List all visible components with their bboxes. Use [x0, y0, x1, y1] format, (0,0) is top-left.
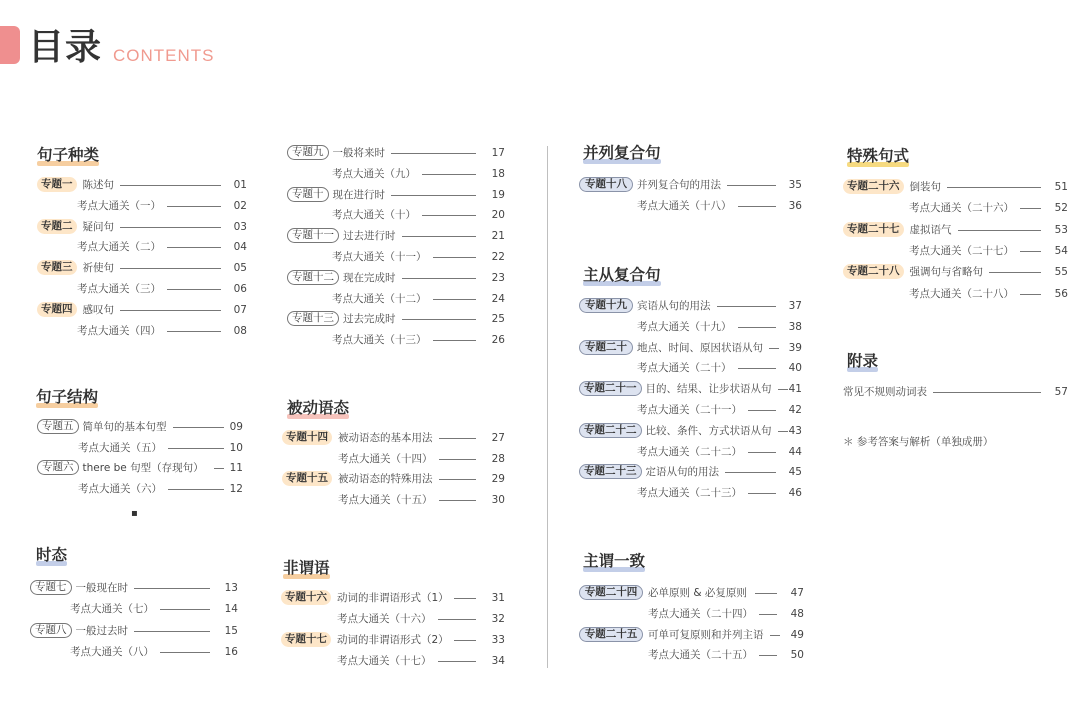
topic-tag: 专题二十四: [579, 585, 643, 600]
section-heading: [583, 551, 645, 571]
entry-label: 动词的非谓语形式（2）: [337, 634, 449, 646]
entry-label: 可单可复原则和并列主语: [648, 628, 764, 641]
entry-label: 一般现在时: [75, 582, 128, 594]
page-number: 06: [233, 283, 247, 295]
section-heading: [583, 265, 661, 285]
topic-tag: 专题十五: [282, 471, 332, 486]
entry-label: 考点大通关（十六）: [337, 613, 432, 625]
topic-tag: 专题一: [37, 177, 77, 192]
toc-entry-topic[interactable]: [0, 585, 1080, 601]
page-number: 08: [233, 324, 247, 337]
dotted-leader: [1020, 251, 1041, 252]
entry-label: 考点大通关（十三）: [332, 334, 427, 347]
entry-label: 简单句的基本句型: [82, 421, 167, 433]
entry-label: 被动语态的基本用法: [338, 432, 433, 444]
page-number: 49: [790, 628, 804, 641]
entry-label: 一般将来时: [332, 147, 385, 159]
entry-label: 宾语从句的用法: [637, 300, 711, 312]
page-number: 21: [491, 230, 505, 243]
answer-key-note: ＊ 参考答案与解析（单独成册）: [843, 436, 994, 448]
dotted-leader: [422, 174, 476, 175]
entry-label: there be 句型（存现句）: [82, 462, 204, 475]
section-heading: [847, 351, 878, 371]
entry-label: 考点大通关（十一）: [332, 251, 427, 263]
topic-tag: 专题四: [37, 302, 77, 317]
page-number: 57: [1054, 386, 1068, 398]
entry-label: 陈述句: [82, 179, 114, 191]
topic-tag: 专题二十二: [579, 423, 642, 438]
page-title-english: CONTENTS: [113, 46, 215, 65]
dotted-leader: [759, 614, 777, 615]
toc-entry-topic[interactable]: [0, 627, 1080, 643]
dotted-leader: [1020, 294, 1041, 295]
entry-label: 考点大通关（十九）: [637, 320, 732, 333]
dotted-leader: [933, 392, 1041, 393]
dotted-leader: [947, 187, 1041, 188]
section-heading: [36, 545, 67, 565]
page-number: 12: [229, 482, 243, 495]
toc-entry-topic[interactable]: [0, 340, 1080, 356]
entry-label: 考点大通关（十五）: [338, 494, 433, 507]
entry-label: 强调句与省略句: [909, 266, 983, 279]
topic-tag: 专题二十七: [843, 222, 904, 237]
page-number: 51: [1054, 181, 1068, 193]
section-heading: [847, 146, 909, 166]
topic-tag: 专题二十一: [579, 381, 642, 396]
toc-entry-topic[interactable]: [0, 145, 1080, 161]
section-heading: [283, 558, 330, 578]
entry-label: 比较、条件、方式状语从句: [645, 424, 772, 437]
page-number: 41: [788, 383, 802, 396]
header-accent-bar: [0, 26, 20, 64]
entry-label: 必单原则 & 必复原则: [648, 587, 747, 599]
entry-label: 考点大通关（十二）: [332, 292, 427, 305]
dotted-leader: [725, 472, 776, 473]
entry-label: 定语从句的用法: [645, 466, 719, 479]
page-number: 44: [788, 445, 802, 458]
toc-entry-review[interactable]: [0, 200, 1080, 216]
entry-label: 常见不规则动词表: [843, 386, 927, 398]
topic-tag: 专题二: [37, 219, 77, 234]
entry-label: 考点大通关（二十）: [637, 362, 732, 375]
toc-entry-review[interactable]: [0, 319, 1080, 335]
topic-tag: 专题二十八: [843, 264, 904, 279]
toc-entry-topic[interactable]: [0, 222, 1080, 238]
toc-entry-review[interactable]: [0, 647, 1080, 663]
page-number: 24: [491, 292, 505, 305]
section-heading: [583, 143, 661, 163]
entry-label: 考点大通关（二十五）: [648, 649, 753, 662]
topic-tag: 专题二十三: [579, 464, 642, 479]
entry-label: 地点、时间、原因状语从句: [637, 341, 763, 354]
page-number: 25: [491, 313, 505, 326]
dotted-leader: [1020, 208, 1041, 209]
page-number: 54: [1054, 244, 1068, 257]
entry-label: 考点大通关（十七）: [337, 655, 432, 667]
page-number: 50: [790, 649, 804, 662]
dotted-leader: [769, 348, 779, 349]
entry-label: 考点大通关（八）: [70, 645, 154, 658]
topic-tag: 专题十二: [287, 270, 339, 285]
dotted-leader: [770, 635, 780, 636]
page-title: 目录: [28, 27, 103, 68]
page-number: 15: [224, 624, 238, 637]
page-number: 27: [491, 432, 505, 444]
page-number: 31: [491, 592, 505, 604]
toc-entry-topic[interactable]: [0, 179, 1080, 195]
page-number: 04: [233, 241, 247, 254]
page-number: 45: [788, 466, 802, 479]
page-number: 29: [491, 473, 505, 486]
entry-label: 一般过去时: [75, 624, 128, 637]
page-number: 43: [788, 424, 802, 437]
section-heading-text: 被动语态: [287, 399, 350, 417]
page-number: 14: [224, 603, 238, 616]
entry-label: 考点大通关（三）: [77, 283, 161, 295]
entry-label: 考点大通关（二十三）: [637, 487, 742, 500]
topic-tag: 专题十七: [281, 632, 331, 647]
page-number: 55: [1054, 266, 1068, 279]
topic-tag: 专题十四: [282, 430, 332, 445]
page-number: 16: [224, 645, 238, 658]
page-number: 10: [229, 441, 243, 454]
page-number: 42: [788, 404, 802, 416]
entry-label: 现在进行时: [332, 188, 385, 201]
section-heading-text: 主谓一致: [583, 552, 646, 570]
toc-entry-topic[interactable]: [0, 264, 1080, 280]
section-heading: [37, 145, 99, 165]
dotted-leader: [717, 306, 777, 307]
entry-label: 考点大通关（二十一）: [637, 404, 742, 416]
entry-label: 考点大通关（九）: [332, 167, 416, 180]
topic-tag: 专题十九: [579, 298, 633, 313]
page-number: 56: [1054, 287, 1068, 300]
entry-label: 考点大通关（二十七）: [909, 244, 1014, 257]
entry-label: 考点大通关（二十六）: [909, 202, 1014, 215]
toc-entry-review[interactable]: [0, 444, 1080, 460]
section-heading-text: 特殊句式: [847, 147, 910, 165]
section-heading-text: 句子种类: [37, 146, 100, 164]
page-number: 38: [788, 320, 802, 333]
page-number: 09: [229, 421, 243, 433]
dotted-leader: [755, 593, 777, 594]
page-number: 22: [491, 251, 505, 263]
entry-label: 现在完成时: [343, 271, 396, 284]
entry-label: 疑问句: [82, 220, 114, 233]
entry-label: 考点大通关（二十四）: [648, 607, 753, 620]
page-number: 18: [491, 167, 505, 180]
topic-tag: 专题十三: [287, 311, 339, 326]
section-heading-text: 并列复合句: [583, 144, 661, 162]
toc-entry-review[interactable]: [0, 243, 1080, 259]
toc-entry-review[interactable]: [0, 384, 1080, 400]
page-number: 01: [233, 179, 247, 191]
topic-tag: 专题二十: [579, 340, 633, 355]
entry-label: 考点大通关（二）: [77, 241, 161, 254]
page-number: 26: [491, 334, 505, 347]
page-number: 28: [491, 452, 505, 465]
dotted-leader: [958, 230, 1042, 231]
page-number: 07: [233, 303, 247, 316]
page-number: 47: [790, 587, 804, 599]
entry-label: 并列复合句的用法: [637, 179, 721, 191]
entry-label: 考点大通关（十八）: [637, 199, 732, 212]
page-number: 36: [788, 199, 802, 212]
toc-entry-review[interactable]: [0, 606, 1080, 622]
entry-label: 考点大通关（五）: [78, 441, 162, 454]
entry-label: 考点大通关（二十二）: [637, 445, 742, 458]
entry-label: 考点大通关（二十八）: [909, 287, 1014, 300]
topic-tag: 专题六: [37, 460, 79, 475]
entry-label: 考点大通关（六）: [78, 482, 162, 495]
page-number: 35: [788, 179, 802, 191]
page-number: 33: [491, 634, 505, 646]
page-number: 39: [788, 341, 802, 354]
toc-entry-topic[interactable]: [0, 423, 1080, 439]
page-number: 53: [1054, 223, 1068, 236]
entry-label: 倒装句: [909, 181, 941, 193]
section-heading-text: 非谓语: [283, 559, 330, 577]
page-number: 30: [491, 494, 505, 507]
dotted-leader: [989, 272, 1041, 273]
toc-entry-topic[interactable]: [0, 464, 1080, 480]
section-heading: [287, 398, 349, 418]
entry-label: 考点大通关（一）: [77, 199, 161, 212]
topic-tag: 专题十一: [287, 228, 339, 243]
toc-entry-review[interactable]: [0, 402, 1080, 418]
entry-label: 被动语态的特殊用法: [338, 473, 433, 486]
dotted-leader: [748, 410, 776, 411]
topic-tag: 专题十八: [579, 177, 633, 192]
stray-mark: ▪: [131, 508, 138, 519]
entry-label: 过去完成时: [343, 313, 396, 326]
page-number: 34: [491, 655, 505, 667]
page-number: 19: [491, 188, 505, 201]
section-heading-text: 句子结构: [36, 388, 99, 406]
section-heading-text: 附录: [847, 352, 879, 370]
topic-tag: 专题二十五: [579, 627, 643, 642]
section-heading-text: 时态: [36, 546, 68, 564]
entry-label: 考点大通关（十四）: [338, 452, 433, 465]
topic-tag: 专题五: [37, 419, 79, 434]
section-heading: [36, 387, 98, 407]
entry-label: 过去进行时: [343, 230, 396, 243]
entry-label: 动词的非谓语形式（1）: [337, 592, 449, 604]
dotted-leader: [391, 153, 476, 154]
dotted-leader: [759, 655, 777, 656]
entry-label: 感叹句: [82, 303, 114, 316]
page-number: 46: [788, 487, 802, 500]
entry-label: 考点大通关（四）: [77, 324, 161, 337]
page-number: 17: [491, 147, 505, 159]
dotted-leader: [748, 452, 776, 453]
page-number: 32: [491, 613, 505, 625]
topic-tag: 专题十: [287, 187, 329, 202]
topic-tag: 专题十六: [281, 590, 331, 605]
page-number: 37: [788, 300, 802, 312]
page-number: 52: [1054, 202, 1068, 215]
entry-label: 考点大通关（七）: [70, 603, 154, 616]
entry-label: 目的、结果、让步状语从句: [645, 383, 772, 396]
toc-entry-review[interactable]: [0, 286, 1080, 302]
page-number: 11: [229, 462, 243, 475]
page-number: 13: [224, 582, 238, 594]
page-number: 02: [233, 199, 247, 212]
entry-label: 祈使句: [82, 262, 114, 275]
dotted-leader: [738, 368, 777, 369]
topic-tag: 专题八: [30, 623, 72, 638]
section-heading-text: 主从复合句: [583, 266, 661, 284]
page-number: 03: [233, 220, 247, 233]
page-number: 48: [790, 607, 804, 620]
dotted-leader: [738, 327, 777, 328]
topic-tag: 专题二十六: [843, 179, 904, 194]
toc-entry-review[interactable]: [0, 360, 1080, 376]
dotted-leader: [748, 493, 776, 494]
toc-entry-review[interactable]: [0, 485, 1080, 501]
page-number: 05: [233, 262, 247, 275]
topic-tag: 专题七: [30, 580, 72, 595]
topic-tag: 专题九: [287, 145, 329, 160]
page-number: 23: [491, 271, 505, 284]
entry-label: 考点大通关（十）: [332, 209, 416, 222]
topic-tag: 专题三: [37, 260, 77, 275]
page-number: 20: [491, 209, 505, 222]
entry-label: 虚拟语气: [909, 223, 952, 236]
page-number: 40: [788, 362, 802, 375]
